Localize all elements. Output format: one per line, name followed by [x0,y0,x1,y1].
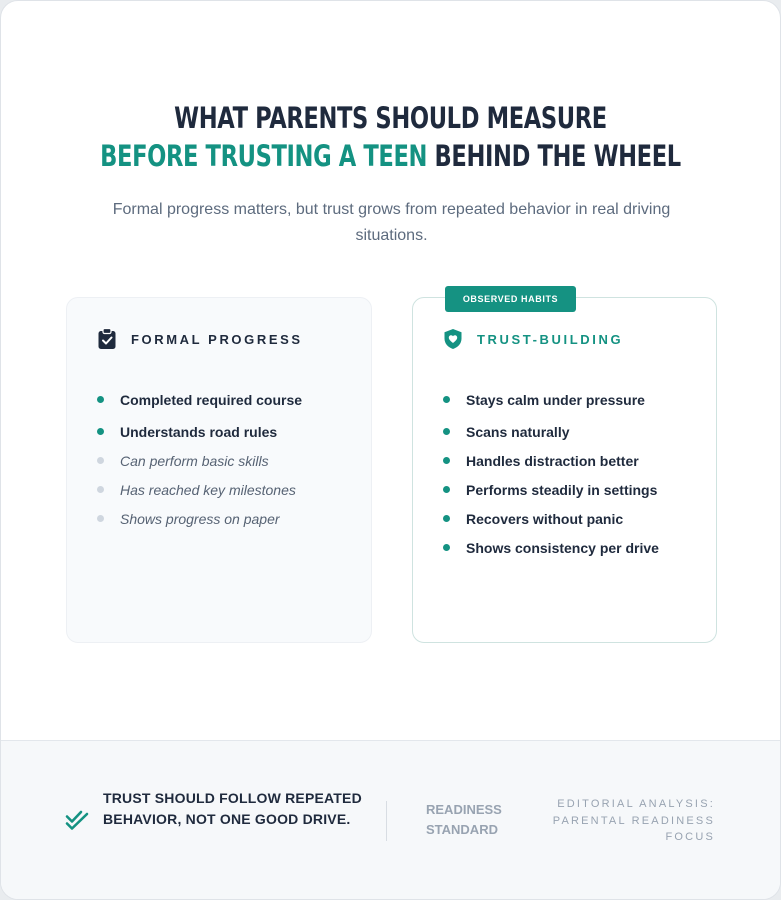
list-item-text: Scans naturally [466,423,570,440]
trust-building-list [443,382,659,562]
footer-message: TRUST SHOULD FOLLOW REPEATED BEHAVIOR, NOT ONE GOOD DRIVE. [103,790,362,827]
list-item-text: Can perform basic skills [120,452,269,469]
bullet-dot [97,486,104,493]
observed-habits-badge: OBSERVED HABITS [445,286,576,312]
editorial-line-1: EDITORIAL ANALYSIS: [557,798,715,810]
subtitle: Formal progress matters, but trust grows from repeated behavior in real driving situations. [112,201,671,244]
standard-line-2: STANDARD [426,822,498,837]
editorial-note [535,796,715,846]
double-check-icon [65,808,89,832]
trust-building-panel [412,297,717,643]
readiness-standard [426,800,536,840]
list-item [443,504,659,533]
list-item-text: Performs steadily in settings [466,481,658,498]
formal-progress-list [97,382,302,533]
bullet-dot [97,428,104,435]
title-accent: BEFORE TRUSTING A TEEN [100,139,428,173]
title-line-2-rest: BEHIND THE WHEEL [427,139,681,173]
bullet-dot [97,515,104,522]
list-item [443,446,659,475]
list-item [97,475,302,504]
list-item [443,417,659,446]
list-item-text: Understands road rules [120,423,278,440]
clipboard-check-icon [97,328,117,350]
bullet-dot [443,396,450,403]
bullet-dot [443,428,450,435]
list-item-text: Shows progress on paper [120,510,280,527]
list-item [97,382,302,417]
page-title [87,99,695,175]
list-item [443,475,659,504]
bullet-dot [443,457,450,464]
title-line-1: WHAT PARENTS SHOULD MEASURE [174,101,607,135]
list-item [97,417,302,446]
standard-line-1: READINESS [426,802,502,817]
bullet-dot [97,457,104,464]
list-item-text: Completed required course [120,391,303,408]
list-item [443,533,659,562]
editorial-line-3: FOCUS [665,831,715,843]
bullet-dot [97,396,104,403]
list-item-text: Handles distraction better [466,452,639,469]
list-item [97,504,302,533]
bullet-dot [443,486,450,493]
formal-progress-panel [66,297,372,643]
formal-progress-label: FORMAL PROGRESS [131,331,303,347]
formal-progress-header [97,328,303,350]
editorial-line-2: PARENTAL READINESS [552,814,715,827]
bullet-dot [443,544,450,551]
shield-heart-icon [443,328,463,350]
list-item-text: Stays calm under pressure [466,391,645,408]
list-item [443,382,659,417]
list-item-text: Shows consistency per drive [466,539,659,556]
footer-divider [386,801,387,841]
bullet-dot [443,515,450,522]
list-item-text: Recovers without panic [466,510,624,527]
trust-building-header [443,328,623,350]
trust-building-label: TRUST-BUILDING [477,331,624,347]
list-item-text: Has reached key milestones [120,481,296,498]
list-item [97,446,302,475]
